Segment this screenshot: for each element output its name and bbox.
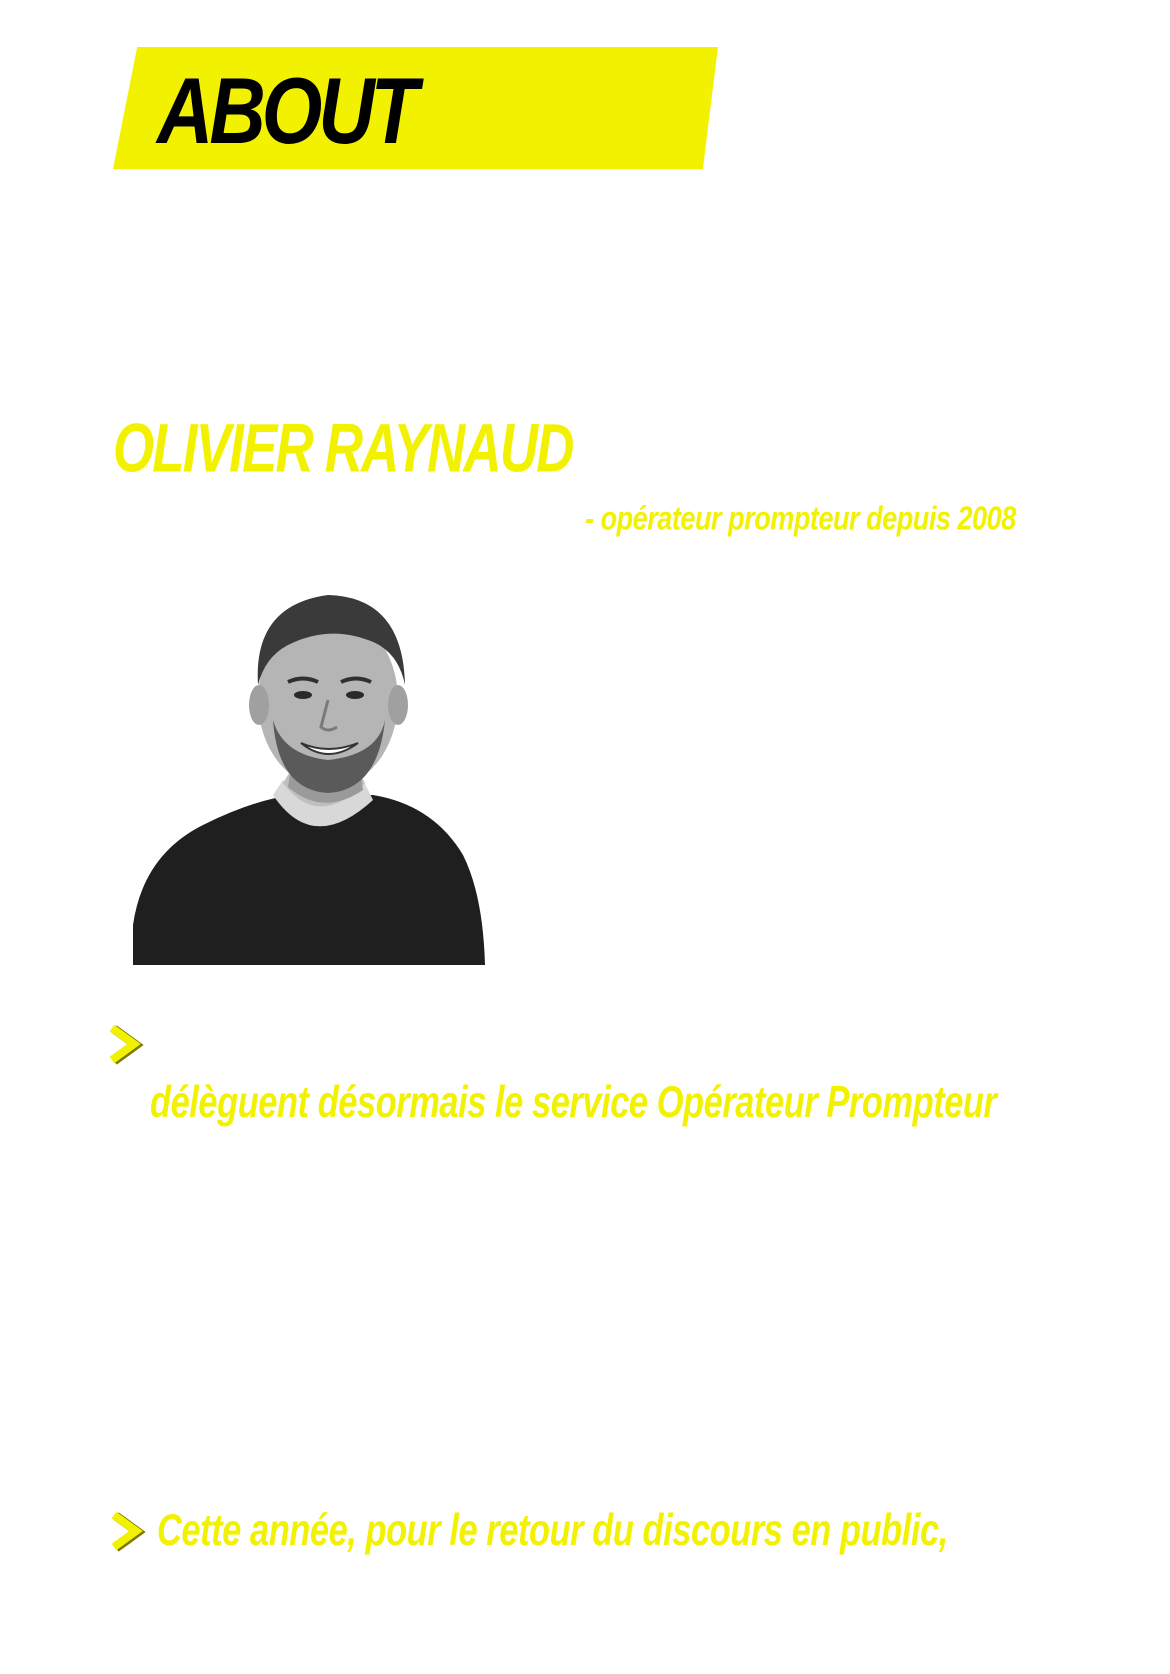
bullet-text-1: délèguent désormais le service Opérateur Prompteur xyxy=(150,1077,997,1128)
portrait-photo xyxy=(113,555,493,965)
page-title: ABOUT xyxy=(157,58,415,164)
person-name: OLIVIER RAYNAUD xyxy=(113,409,573,487)
person-role: - opérateur prompteur depuis 2008 xyxy=(585,500,1016,538)
chevron-right-icon xyxy=(108,1025,144,1070)
chevron-right-icon xyxy=(110,1512,146,1557)
bullet-text-2: Cette année, pour le retour du discours en public, xyxy=(157,1505,948,1556)
